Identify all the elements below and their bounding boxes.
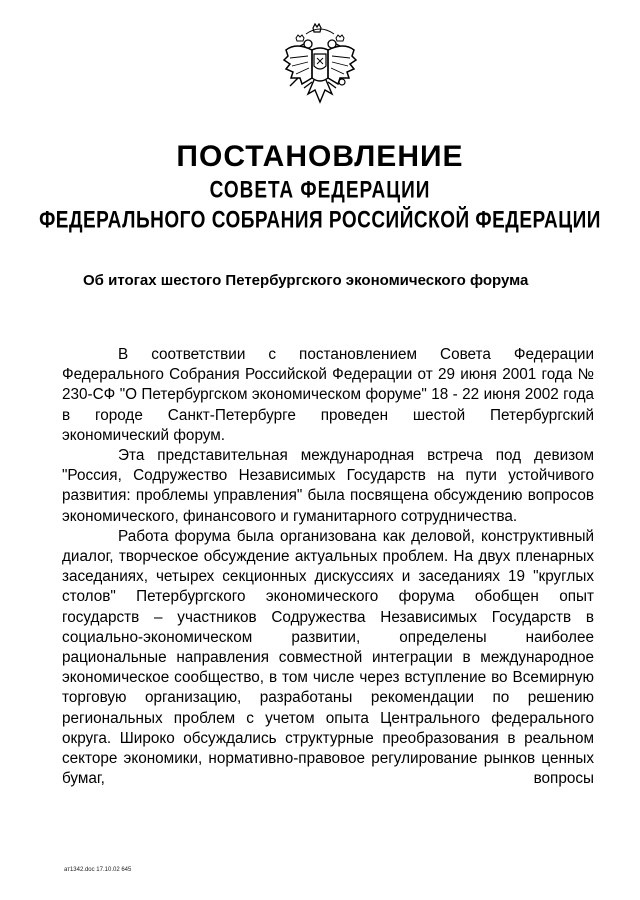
document-subject: Об итогах шестого Петербургского экономического форума (83, 272, 529, 289)
footer-file-reference: ат1342.doc 17.10.02 645 (64, 867, 132, 873)
document-subtitle-council: СОВЕТА ФЕДЕРАЦИИ (209, 177, 431, 204)
document-body (62, 345, 594, 789)
paragraph-2: Эта представительная международная встреча под девизом "Россия, Содружество Независимых Государств на пути устойчивого развития: проблемы управления" была посвящена обсуждению вопросов экономического, финансового и гуманитарного сотрудничества. (62, 447, 594, 525)
paragraph-1: В соответствии с постановлением Совета Федерации Федерального Собрания Российской Федерации от 29 июня 2001 года № 230-СФ "О Петербургском экономическом форуме" 18 - 22 июня 2002 года в городе Санкт-Петербурге проведен шестой Петербургский экономический форум. (62, 346, 594, 444)
coat-of-arms-emblem-icon (282, 22, 358, 110)
paragraph-3: Работа форума была организована как деловой, конструктивный диалог, творческое обсуждение актуальных проблем. На двух пленарных заседаниях, четырех секционных дискуссиях и заседаниях 19 "круглых столов" Петербургского экономического форума обобщен опыт государств – участников Содружества Независимых Государств в социально-экономическом развитии, определены наиболее рациональные направления совместной интеграции в международное экономическое сообщество, в том числе через вступление во Всемирную торговую организацию, разработаны рекомендации по решению региональных проблем с учетом опыта Центрального федерального округа. Широко обсуждались структурные преобразования в реальном секторе экономики, нормативно-правовое регулирование рынков ценных бумаг, вопросы (62, 527, 594, 788)
document-title: ПОСТАНОВЛЕНИЕ (176, 140, 464, 173)
document-subtitle-assembly: ФЕДЕРАЛЬНОГО СОБРАНИЯ РОССИЙСКОЙ ФЕДЕРАЦИИ (39, 207, 601, 234)
